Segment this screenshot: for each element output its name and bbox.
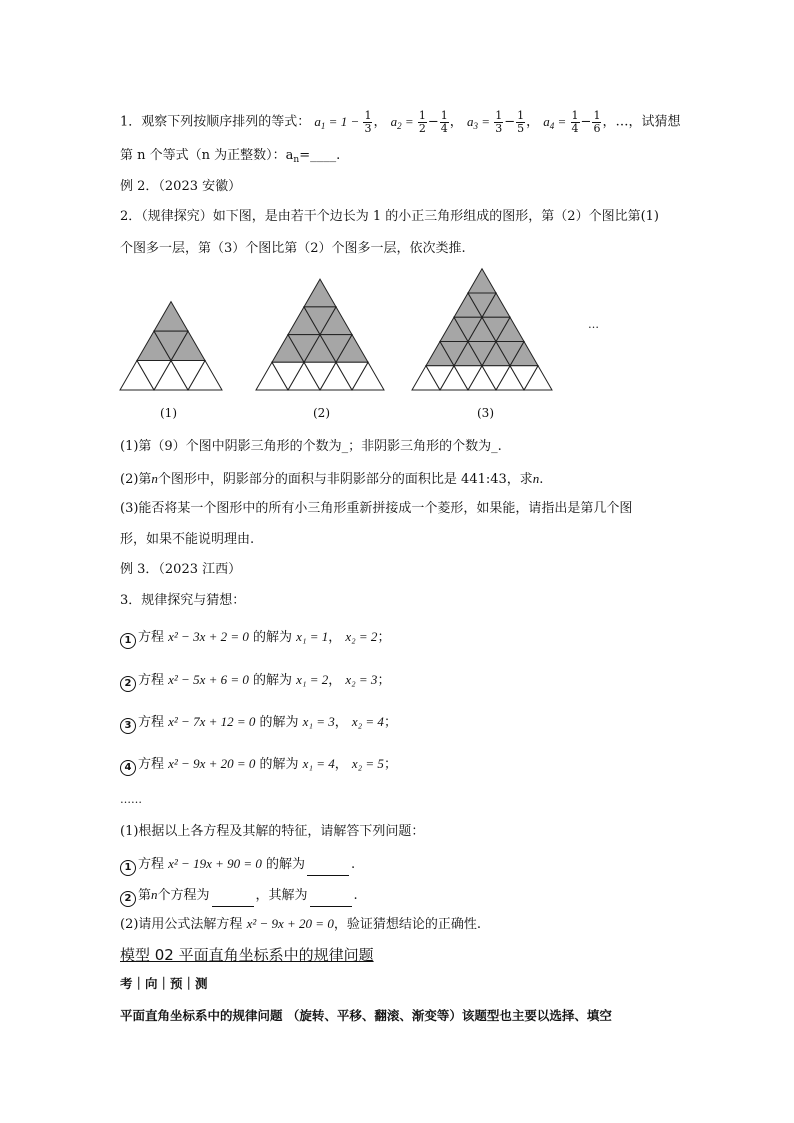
q3-dots: ……: [120, 793, 142, 806]
figure-1-label: (1): [160, 406, 177, 420]
q2-line2: 个图多一层，第（3）个图比第（2）个图多一层，依次类推.: [120, 241, 466, 256]
q1-line2: 第 n 个等式（n 为正整数）：$a_n=\_\_\_\_$.: [120, 148, 341, 165]
q2-part1: (1)第（9）个图中阴影三角形的个数为_；非阴影三角形的个数为_.: [120, 439, 502, 454]
q3-part2: (2)请用公式法解方程 x² − 9x + 20 = 0，验证猜想结论的正确性.: [120, 916, 481, 932]
example-3-label: 例 3．（2023 江西）: [120, 562, 242, 577]
figure-2-label: (2): [313, 406, 330, 420]
eq-a4: $a_4$ =: [543, 113, 570, 131]
triangle-up: [468, 269, 496, 293]
figure-2: [256, 279, 384, 390]
answer-blank: [310, 894, 352, 907]
q3-item-1: 1 方程 x² − 3x + 2 = 0 的解为 x₁ = 1， x₂ = 2；: [120, 630, 390, 649]
tags-line: 考｜向｜预｜测: [120, 976, 208, 991]
triangle-figures: [0, 0, 794, 420]
answer-blank: [307, 863, 349, 876]
q1-line1: 1．观察下列按顺序排列的等式： $a_1 = 1$ − $\frac{1}{3}$ ， $a_2$ = $\frac{1}{2}$ − $\frac{1}{4}$ ， $a_3$ = $\frac{1}{3}$ − $\frac{1}{5}$ ， $a_4$ = $\frac{1}{4}$ − $\frac{1}{6}$ ，…，试猜想: [120, 109, 681, 135]
q3-item-2: 2 方程 x² − 5x + 6 = 0 的解为 x₁ = 2， x₂ = 3；: [120, 673, 390, 692]
q2-line1: 2．（规律探究）如下图，是由若干个边长为 1 的小正三角形组成的图形，第（2）个图比第(1): [120, 209, 659, 224]
q3-item-4: 4 方程 x² − 9x + 20 = 0 的解为 x₁ = 4， x₂ = 5；: [120, 757, 397, 776]
model-heading: 模型 02 平面直角坐标系中的规律问题: [120, 946, 374, 964]
q2-part3-line2: 形，如果不能说明理由.: [120, 532, 255, 547]
q1-suffix: ，…，试猜想: [602, 114, 681, 130]
eq-a3: $a_3$ =: [466, 113, 494, 131]
figure-1: [120, 302, 222, 390]
eq-a2: $a_2$ =: [390, 113, 417, 131]
q2-part2: (2)第n个图形中，阴影部分的面积与非阴影部分的面积比是 441:43，求n.: [120, 471, 544, 487]
last-line: 平面直角坐标系中的规律问题 （旋转、平移、翻滚、渐变等）该题型也主要以选择、填空: [120, 1008, 612, 1023]
q3-sub1: 1 方程 x² − 19x + 90 = 0 的解为 .: [120, 857, 355, 876]
triangle-up: [154, 302, 188, 331]
q1-prefix: 1．观察下列按顺序排列的等式：: [120, 114, 311, 130]
frac-a1: $\frac{1}{3}$: [364, 109, 372, 135]
figure-3-label: (3): [477, 406, 494, 420]
answer-blank: [212, 894, 254, 907]
eq-a1: $a_1 = 1$ −: [314, 113, 363, 131]
q3-sub2: 2 第n个方程为 ，其解为 .: [120, 888, 358, 907]
triangle-up: [304, 279, 336, 307]
figure-ellipsis: …: [588, 318, 599, 331]
q3-item-3: 3 方程 x² − 7x + 12 = 0 的解为 x₁ = 3， x₂ = 4；: [120, 715, 397, 734]
q3-part1: (1)根据以上各方程及其解的特征，请解答下列问题：: [120, 824, 425, 839]
figure-3: [412, 269, 552, 390]
example-2-label: 例 2．（2023 安徽）: [120, 179, 242, 194]
q2-part3-line1: (3)能否将某一个图形中的所有小三角形重新拼接成一个菱形，如果能，请指出是第几个图: [120, 501, 633, 516]
q3-title: 3．规律探究与猜想：: [120, 593, 246, 608]
